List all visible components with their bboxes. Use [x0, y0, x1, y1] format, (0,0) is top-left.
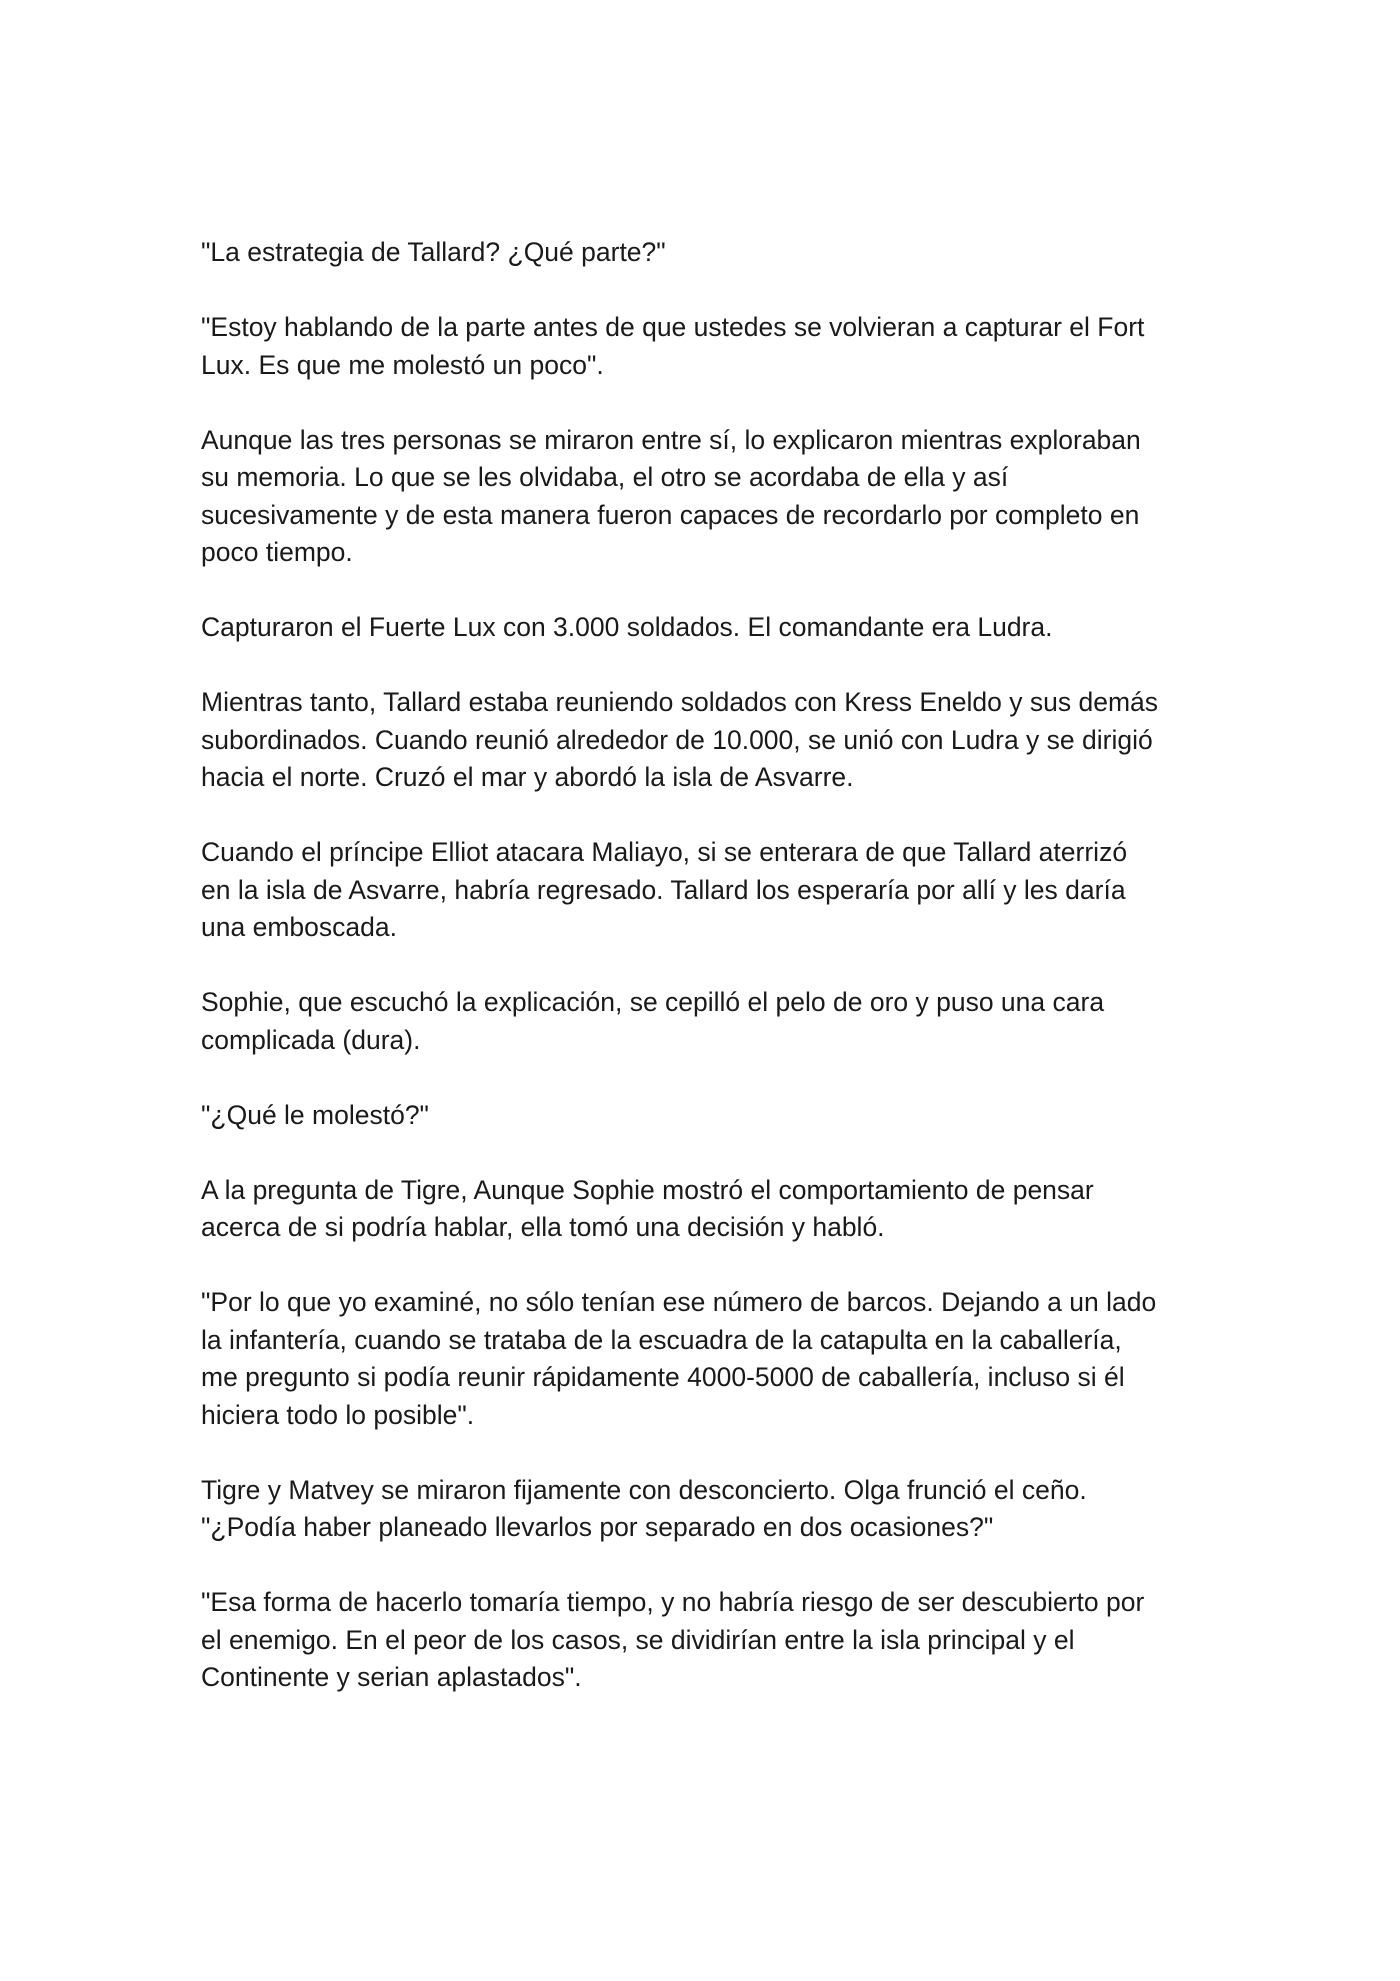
paragraph: Aunque las tres personas se miraron entre sí, lo explicaron mientras exploraban su memoria. Lo que se les olvidaba, el otro se acordaba de ella y así sucesivamente y de esta manera fueron capaces de recordarlo por completo en poco tiempo. — [201, 424, 1141, 567]
paragraph: "¿Qué le molestó?" — [201, 1099, 429, 1130]
paragraph: Tigre y Matvey se miraron fijamente con desconcierto. Olga frunció el ceño. "¿Podía haber planeado llevarlos por separado en dos ocasiones?" — [201, 1474, 1087, 1542]
paragraph: Cuando el príncipe Elliot atacara Maliayo, si se enterara de que Tallard aterrizó en la isla de Asvarre, habría regresado. Tallard los esperaría por allí y les daría una emboscada. — [201, 837, 1128, 942]
document-body — [201, 234, 1211, 1734]
paragraph: "Por lo que yo examiné, no sólo tenían ese número de barcos. Dejando a un lado la infantería, cuando se trataba de la escuadra de la catapulta en la caballería, me pregunto si podía reunir rápidamente 4000-5000 de caballería, incluso si él hiciera todo lo posible". — [201, 1287, 1157, 1430]
paragraph: Sophie, que escuchó la explicación, se cepilló el pelo de oro y puso una cara complicada (dura). — [201, 987, 1105, 1055]
paragraph: "La estrategia de Tallard? ¿Qué parte?" — [201, 237, 666, 267]
paragraph: Capturaron el Fuerte Lux con 3.000 soldados. El comandante era Ludra. — [201, 612, 1053, 642]
paragraph: A la pregunta de Tigre, Aunque Sophie mostró el comportamiento de pensar acerca de si podría hablar, ella tomó una decisión y habló. — [201, 1174, 1094, 1242]
paragraph: "Esa forma de hacerlo tomaría tiempo, y no habría riesgo de ser descubierto por el enemigo. En el peor de los casos, se dividirían entre la isla principal y el Continente y serian aplastados". — [201, 1587, 1145, 1692]
paragraph: "Estoy hablando de la parte antes de que ustedes se volvieran a capturar el Fort Lux. Es que me molestó un poco". — [201, 312, 1145, 380]
paragraph: Mientras tanto, Tallard estaba reuniendo soldados con Kress Eneldo y sus demás subordinados. Cuando reunió alrededor de 10.000, se unió con Ludra y se dirigió hacia el norte. Cruzó el mar y abordó la isla de Asvarre. — [201, 687, 1159, 792]
